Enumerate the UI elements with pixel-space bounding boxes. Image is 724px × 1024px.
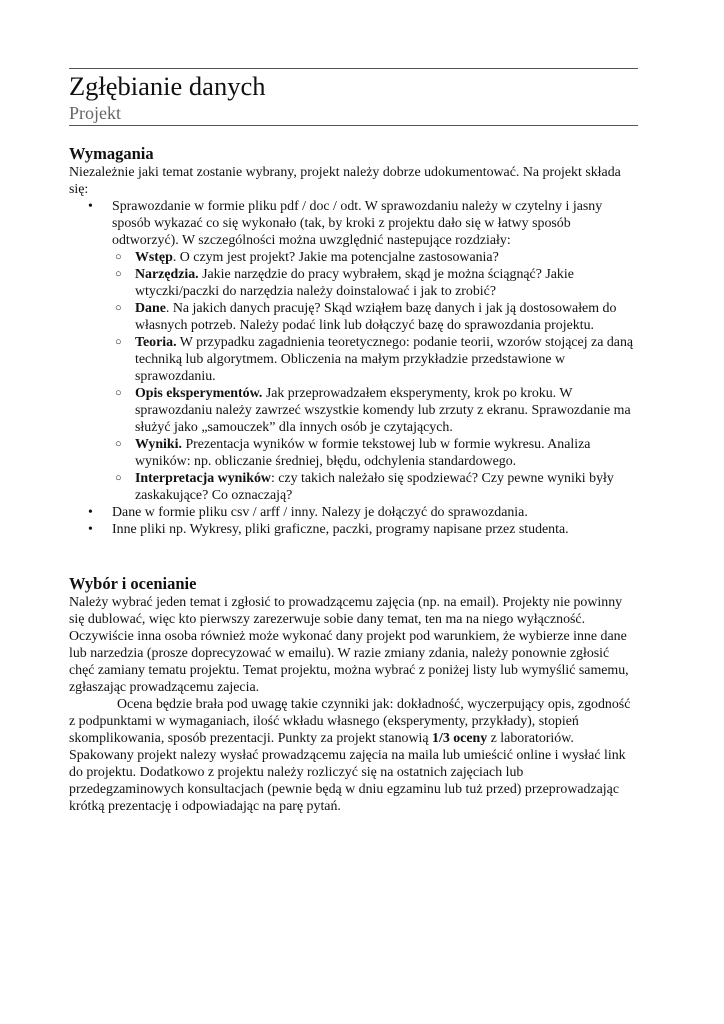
bullet-icon: • [88,522,93,537]
document-subtitle: Projekt [69,103,121,123]
selection-section [69,574,638,815]
list-item [69,521,638,538]
circle-bullet-icon: ○ [115,268,122,280]
circle-bullet-icon: ○ [115,251,122,263]
sub-list-item [112,300,638,334]
circle-bullet-icon: ○ [115,302,122,314]
list-item-text: Dane w formie pliku csv / arff / inny. Nalezy je dołączyć do sprawozdania. [112,505,528,520]
circle-bullet-icon: ○ [115,438,122,450]
list-item-text: Inne pliki np. Wykresy, pliki graficzne, paczki, programy napisane przez studenta. [112,522,569,537]
title-bottom-rule [69,125,638,126]
selection-heading: Wybór i ocenianie [69,574,197,593]
sub-list-item [112,249,638,266]
circle-bullet-icon: ○ [115,336,122,348]
sub-list-item [112,470,638,504]
circle-bullet-icon: ○ [115,387,122,399]
chapter-description: . Na jakich danych pracuję? Skąd wziąłem bazę danych i jak ją dostosowałem do własnych potrzeb. Należy podać link lub dołączyć bazę do sprawozdania projektu. [135,301,617,333]
document-title: Zgłębianie danych [69,71,266,101]
sub-list-item [112,334,638,385]
chapter-description: . O czym jest projekt? Jakie ma potencjalne zastosowania? [172,250,499,265]
chapter-description: W przypadku zagadnienia teoretycznego: podanie teorii, wzorów stojącej za daną techniką lub algorytmem. Obliczenia na małym przykładzie przedstawione w sprawozdaniu. [135,335,634,384]
chapter-term: Wyniki. [135,437,182,452]
chapter-term: Narzędzia. [135,267,199,282]
circle-bullet-icon: ○ [115,472,122,484]
list-item [69,198,638,504]
requirements-intro: Niezależnie jaki temat zostanie wybrany, projekt należy dobrze udokumentować. Na projekt składa się: [69,165,621,197]
requirements-section [69,144,638,538]
grading-text-end: z laboratoriów. [487,731,574,746]
sub-list-item [112,436,638,470]
report-chapters-list [112,249,638,504]
requirements-heading: Wymagania [69,144,154,163]
submission-paragraph: Spakowany projekt nalezy wysłać prowadzącemu zajęcia na maila lub umieścić online i wysłać link do projektu. Dodatkowo z projektu należy rozliczyć się na ostatnich zajęciach lub przedegzaminowych konsultacjach (pewnie będą w dniu egzaminu lub tuż przed) przeprowadzając krótką prezentację i odpowiadając na parę pytań. [69,748,626,814]
chapter-term: Teoria. [135,335,177,350]
grading-paragraph [69,696,638,747]
document-body [69,144,638,815]
chapter-description: Jak przeprowadzałem eksperymenty, krok po kroku. W sprawozdaniu należy zawrzeć wszystkie komendy lub zrzuty z ekranu. Sprawozdanie ma służyć jako „samouczek” dla innych osób je czytających. [135,386,631,435]
bullet-icon: • [88,199,93,214]
list-item [69,504,638,521]
chapter-term: Interpretacja wyników [135,471,271,486]
chapter-description: Prezentacja wyników w formie tekstowej lub w formie wykresu. Analiza wyników: np. obliczanie średniej, błędu, odchylenia standardowego. [135,437,591,469]
selection-paragraph: Należy wybrać jeden temat i zgłosić to prowadzącemu zajęcia (np. na email). Projekty nie powinny się dublować, więc kto pierwszy zarezerwuje sobie dany temat, ten ma na niego wyłączność. Oczywiście inna osoba również może wykonać dany projekt pod warunkiem, że wybierze inne dane lub narzedzia (prosze doprecyzować w emailu). W razie zmiany zdania, należy ponownie zgłosić chęć zamiany tematu projektu. Temat projektu, można wybrać z poniżej listy lub wymyślić samemu, zgłaszając prowadzącemu zajecia. [69,595,629,695]
chapter-term: Wstęp [135,250,173,265]
chapter-term: Opis eksperymentów. [135,386,263,401]
chapter-term: Dane [135,301,166,316]
title-top-rule [69,68,638,69]
chapter-description: : czy takich należało się spodziewać? Czy pewne wyniki były zaskakujące? Co oznaczają? [135,471,614,503]
requirements-list [69,198,638,538]
grading-weight: 1/3 oceny [432,731,488,746]
bullet-icon: • [88,505,93,520]
list-item-text: Sprawozdanie w formie pliku pdf / doc / odt. W sprawozdaniu należy w czytelny i jasny sposób wykazać co się wykonało (tak, by kroki z projektu dało się w łatwy sposób odtworzyć). W szczególności można uwzględnić nastepujące rozdziały: [112,199,603,248]
grading-text: Ocena będzie brała pod uwagę takie czynniki jak: dokładność, wyczerpujący opis, zgodność z podpunktami w wymaganiach, ilość wkładu własnego (eksperymenty, przykłady), stopień skomplikowania, sposób prezentacji. Punkty za projekt stanowią [69,697,631,746]
chapter-description: Jakie narzędzie do pracy wybrałem, skąd je można ściągnąć? Jakie wtyczki/paczki do narzędzia należy doinstalować i jak to zrobić? [135,267,574,299]
sub-list-item [112,385,638,436]
section-spacer [69,538,638,574]
sub-list-item [112,266,638,300]
